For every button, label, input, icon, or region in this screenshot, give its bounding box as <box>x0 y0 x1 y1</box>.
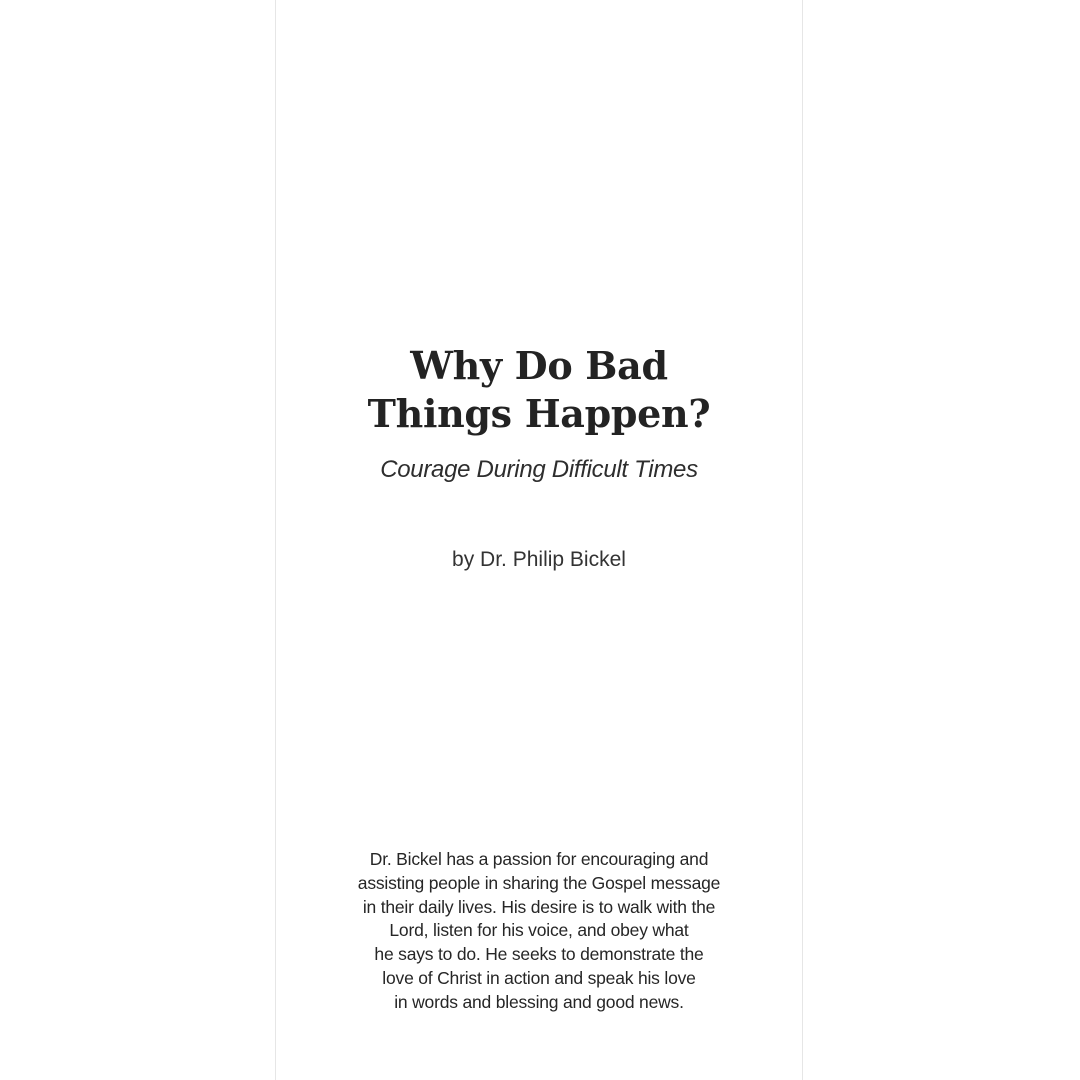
bio-line: in their daily lives. His desire is to walk with the <box>362 896 716 917</box>
bio-line: Lord, listen for his voice, and obey what <box>389 920 689 941</box>
bio-line: in words and blessing and good news. <box>394 991 684 1012</box>
bio-line: love of Christ in action and speak his love <box>382 967 696 988</box>
book-title <box>276 342 802 438</box>
bio-line: he says to do. He seeks to demonstrate the <box>374 944 704 965</box>
book-subtitle: Courage During Difficult Times <box>380 456 698 483</box>
title-line-2: Things Happen? <box>367 391 711 436</box>
bio-line: assisting people in sharing the Gospel message <box>357 872 721 893</box>
author-bio <box>316 848 762 1015</box>
book-page <box>275 0 803 1080</box>
author-byline: by Dr. Philip Bickel <box>452 548 626 571</box>
bio-line: Dr. Bickel has a passion for encouraging and <box>369 849 709 869</box>
title-line-1: Why Do Bad <box>410 343 668 388</box>
